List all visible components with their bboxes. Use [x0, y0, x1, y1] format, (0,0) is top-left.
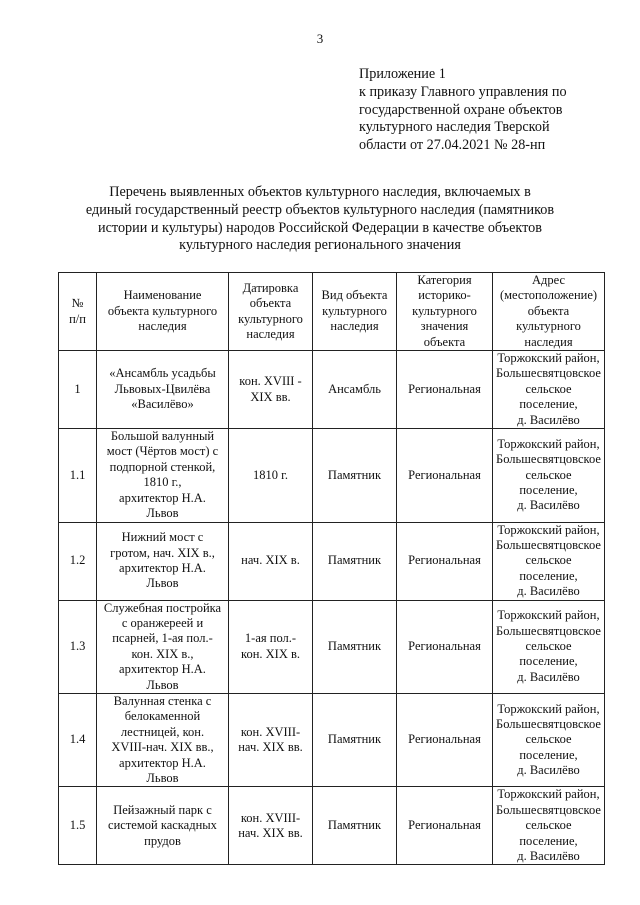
cell-object-name-line: псарней, 1-ая пол.-	[112, 631, 213, 646]
cell-object-type: Памятник	[313, 429, 397, 522]
cell-object-name-line: XVIII-нач. XIX вв.,	[111, 740, 214, 755]
header-address	[493, 273, 605, 351]
cell-object-name-line: гротом, нач. XIX в.,	[110, 545, 215, 560]
cell-category: Региональная	[397, 600, 493, 693]
header-text-line: культурного	[516, 319, 581, 334]
cell-object-type: Памятник	[313, 787, 397, 865]
cell-dating-line: нач. XIX вв.	[238, 825, 303, 840]
cell-object-name	[97, 351, 229, 429]
cell-object-name	[97, 693, 229, 786]
cell-dating	[229, 693, 313, 786]
header-number	[59, 273, 97, 351]
cell-object-name-line: Большой валунный	[110, 429, 215, 444]
document-title	[60, 184, 580, 255]
header-text-line: п/п	[69, 311, 86, 326]
cell-category: Региональная	[397, 787, 493, 865]
cell-address	[493, 787, 605, 865]
page-number: 3	[316, 31, 324, 46]
cell-address	[493, 429, 605, 522]
header-text-line: Вид объекта	[321, 288, 388, 303]
table-row	[59, 600, 605, 693]
cell-object-name-line: Служебная постройка	[103, 600, 222, 615]
appendix-line: области от 27.04.2021 № 28-нп	[359, 137, 546, 154]
header-text-line: объекта	[423, 334, 466, 349]
header-text-line: Наименование	[123, 288, 202, 303]
header-text-line: объекта культурного	[107, 303, 218, 318]
cell-dating-line: 1810 г.	[253, 467, 288, 482]
cell-address-line: д. Василёво	[517, 669, 580, 684]
cell-address-line: д. Василёво	[517, 849, 580, 864]
header-text-line: Категория	[417, 273, 472, 287]
header-category	[397, 273, 493, 351]
cell-object-name-line: Нижний мост с	[121, 530, 204, 545]
header-text-line: Адрес	[531, 273, 566, 287]
cell-address-line: сельское поселение,	[519, 381, 578, 412]
table-header-row	[59, 273, 605, 351]
cell-object-name-line: Львов	[146, 576, 179, 591]
cell-dating	[229, 522, 313, 600]
header-text-line: наследия	[330, 319, 379, 334]
cell-object-name-line: Пейзажный парк с	[113, 802, 212, 817]
cell-dating	[229, 429, 313, 522]
table-row	[59, 787, 605, 865]
cell-object-name-line: Львов	[146, 677, 179, 692]
cell-object-name-line: «Василёво»	[131, 397, 194, 412]
cell-dating-line: XIX вв.	[250, 389, 291, 404]
cell-object-type: Памятник	[313, 693, 397, 786]
cell-category: Региональная	[397, 522, 493, 600]
cell-address-line: Торжокский район,	[497, 608, 600, 623]
title-line: культурного наследия регионального значения	[179, 237, 461, 254]
cell-address-line: Большесвятцовское	[496, 623, 601, 638]
cell-address	[493, 693, 605, 786]
header-text-line: культурного	[412, 303, 477, 318]
cell-object-name-line: системой каскадных	[108, 818, 217, 833]
cell-category: Региональная	[397, 693, 493, 786]
table-row	[59, 693, 605, 786]
cell-number: 1.2	[59, 522, 97, 600]
table-row	[59, 522, 605, 600]
cell-dating-line: нач. XIX в.	[241, 553, 300, 568]
cell-dating	[229, 600, 313, 693]
header-text-line: Датировка	[242, 280, 299, 295]
cell-object-name-line: мост (Чёртов мост) с	[106, 444, 219, 459]
header-type	[313, 273, 397, 351]
header-dating	[229, 273, 313, 351]
cell-address-line: Торжокский район,	[497, 701, 600, 716]
cell-object-name-line: прудов	[144, 833, 181, 848]
cell-object-name-line: Львов	[146, 771, 179, 785]
cell-address-line: д. Василёво	[517, 584, 580, 599]
appendix-line: Приложение 1	[359, 66, 446, 82]
cell-object-name-line: подпорной стенкой,	[109, 459, 216, 474]
title-line: единый государственный реестр объектов культурного наследия (памятников	[85, 201, 555, 218]
cell-category: Региональная	[397, 351, 493, 429]
cell-object-name-line: кон. XIX в.,	[131, 646, 194, 661]
appendix-line: государственной охране объектов	[359, 101, 563, 118]
cell-address	[493, 600, 605, 693]
cell-address	[493, 351, 605, 429]
cell-address-line: д. Василёво	[517, 763, 580, 778]
appendix-block	[359, 66, 609, 155]
header-text-line: объекта	[249, 296, 292, 311]
cell-dating-line: 1-ая пол.-	[244, 631, 297, 646]
header-text-line: культурного	[238, 311, 303, 326]
cell-address-line: д. Василёво	[517, 498, 580, 513]
cell-number: 1.3	[59, 600, 97, 693]
cell-address-line: Большесвятцовское	[496, 717, 601, 732]
cell-address-line: сельское поселение,	[519, 639, 578, 669]
title-line: истории и культуры) народов Российской Федерации в качестве объектов	[98, 219, 542, 236]
cell-object-name-line: с оранжереей и	[121, 615, 204, 630]
cell-object-name-line: 1810 г.,	[143, 475, 182, 490]
cell-address-line: Большесвятцовское	[496, 802, 601, 817]
cell-object-type: Памятник	[313, 522, 397, 600]
cell-object-name-line: архитектор Н.А.	[119, 755, 206, 770]
cell-dating-line: кон. XIX в.	[241, 646, 300, 661]
cell-address-line: сельское поселение,	[519, 818, 578, 848]
appendix-line: к приказу Главного управления по	[359, 83, 567, 100]
header-text-line: наследия	[246, 326, 295, 341]
header-text-line: (местоположение)	[499, 288, 598, 303]
cell-object-type: Памятник	[313, 600, 397, 693]
cell-address-line: д. Василёво	[517, 412, 580, 427]
cell-object-name-line: лестницей, кон.	[120, 724, 205, 739]
appendix-line: культурного наследия Тверской	[359, 119, 550, 136]
header-text-line: наследия	[524, 334, 573, 349]
cell-object-type: Ансамбль	[313, 351, 397, 429]
cell-address-line: Большесвятцовское	[496, 452, 601, 467]
cell-address	[493, 522, 605, 600]
header-name	[97, 273, 229, 351]
cell-object-name	[97, 787, 229, 865]
heritage-register-table	[58, 272, 605, 865]
cell-address-line: Торжокский район,	[497, 787, 600, 802]
cell-number: 1.5	[59, 787, 97, 865]
table-row	[59, 429, 605, 522]
header-text-line: культурного	[322, 303, 387, 318]
cell-dating	[229, 351, 313, 429]
header-text-line: значения	[420, 319, 469, 334]
header-text-line: №	[71, 296, 84, 311]
cell-dating	[229, 787, 313, 865]
cell-object-name	[97, 522, 229, 600]
cell-address-line: сельское поселение,	[519, 732, 578, 762]
cell-number: 1.4	[59, 693, 97, 786]
header-text-line: историко-	[418, 288, 471, 303]
cell-address-line: Большесвятцовское	[496, 366, 601, 381]
cell-number: 1.1	[59, 429, 97, 522]
cell-object-name	[97, 429, 229, 522]
cell-object-name-line: архитектор Н.А.	[119, 490, 206, 505]
table-row	[59, 351, 605, 429]
cell-address-line: сельское поселение,	[519, 467, 578, 497]
cell-dating-line: нач. XIX вв.	[238, 740, 303, 755]
cell-object-name-line: архитектор Н.А.	[119, 561, 206, 576]
cell-object-name-line: «Ансамбль усадьбы	[109, 366, 216, 381]
cell-address-line: Торжокский район,	[497, 522, 600, 537]
title-line: Перечень выявленных объектов культурного наследия, включаемых в	[109, 184, 531, 200]
cell-address-line: Торжокский район,	[497, 351, 600, 366]
cell-object-name-line: архитектор Н.А.	[119, 662, 206, 677]
cell-address-line: сельское поселение,	[519, 553, 578, 583]
header-text-line: объекта	[527, 303, 570, 318]
cell-dating-line: кон. XVIII-	[240, 810, 301, 825]
cell-category: Региональная	[397, 429, 493, 522]
cell-object-name-line: Валунная стенка с	[113, 693, 212, 708]
cell-dating-line: кон. XVIII-	[240, 724, 301, 739]
cell-object-name-line: Львов	[146, 506, 179, 521]
cell-object-name	[97, 600, 229, 693]
cell-address-line: Большесвятцовское	[496, 537, 601, 552]
cell-number: 1	[59, 351, 97, 429]
header-text-line: наследия	[138, 319, 187, 334]
cell-object-name-line: белокаменной	[124, 709, 201, 724]
cell-dating-line: кон. XVIII -	[239, 374, 302, 389]
cell-object-name-line: Львовых-Цвилёва	[114, 381, 211, 396]
table-body	[59, 351, 605, 865]
cell-address-line: Торжокский район,	[497, 436, 600, 451]
